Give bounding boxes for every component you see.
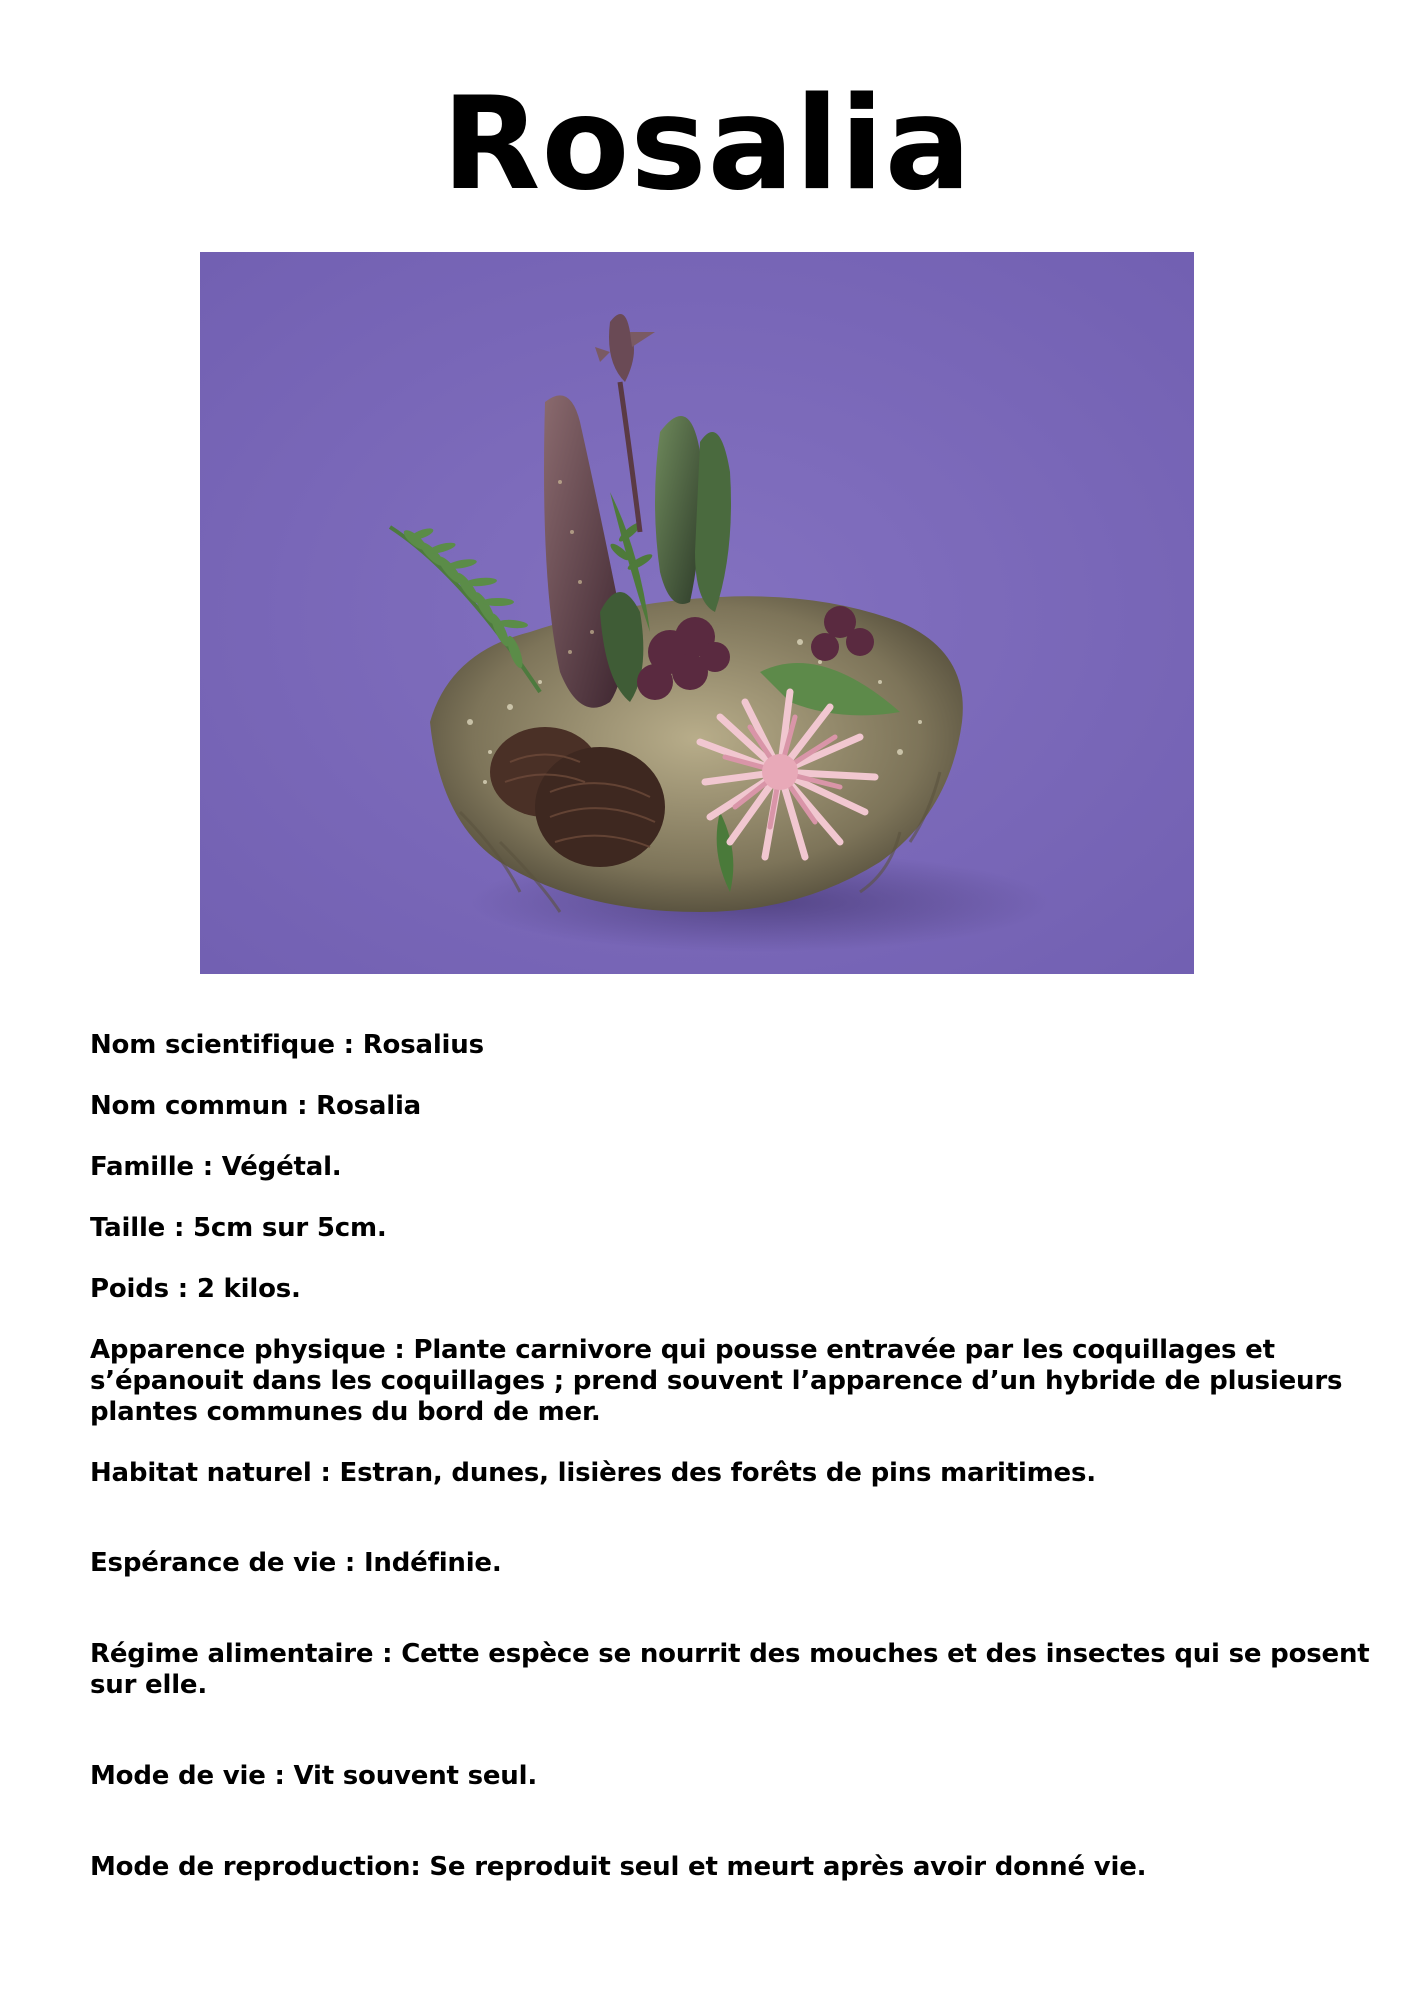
fact-reproduction: Mode de reproduction: Se reproduit seul et meurt après avoir donné vie. (90, 1852, 1147, 1882)
fact-common-name: Nom commun : Rosalia (90, 1091, 422, 1121)
page-title: Rosalia (441, 70, 973, 219)
fact-appearance: Apparence physique : Plante carnivore qui pousse entravée par les coquillages et s’épanouit dans les coquillages ; prend souvent l’apparence d’un hybride de plusieurs plantes communes du bord de mer. (90, 1335, 1343, 1427)
fact-size: Taille : 5cm sur 5cm. (90, 1213, 387, 1243)
fact-family: Famille : Végétal. (90, 1152, 342, 1182)
fact-weight: Poids : 2 kilos. (90, 1274, 301, 1304)
fact-life-expectancy: Espérance de vie : Indéfinie. (90, 1548, 502, 1578)
fact-lifestyle: Mode de vie : Vit souvent seul. (90, 1761, 538, 1791)
fact-diet: Régime alimentaire : Cette espèce se nourrit des mouches et des insectes qui se posent sur elle. (90, 1639, 1370, 1700)
fact-scientific-name: Nom scientifique : Rosalius (90, 1030, 484, 1060)
fact-habitat: Habitat naturel : Estran, dunes, lisières des forêts de pins maritimes. (90, 1458, 1096, 1488)
plant-photo (200, 252, 1194, 974)
